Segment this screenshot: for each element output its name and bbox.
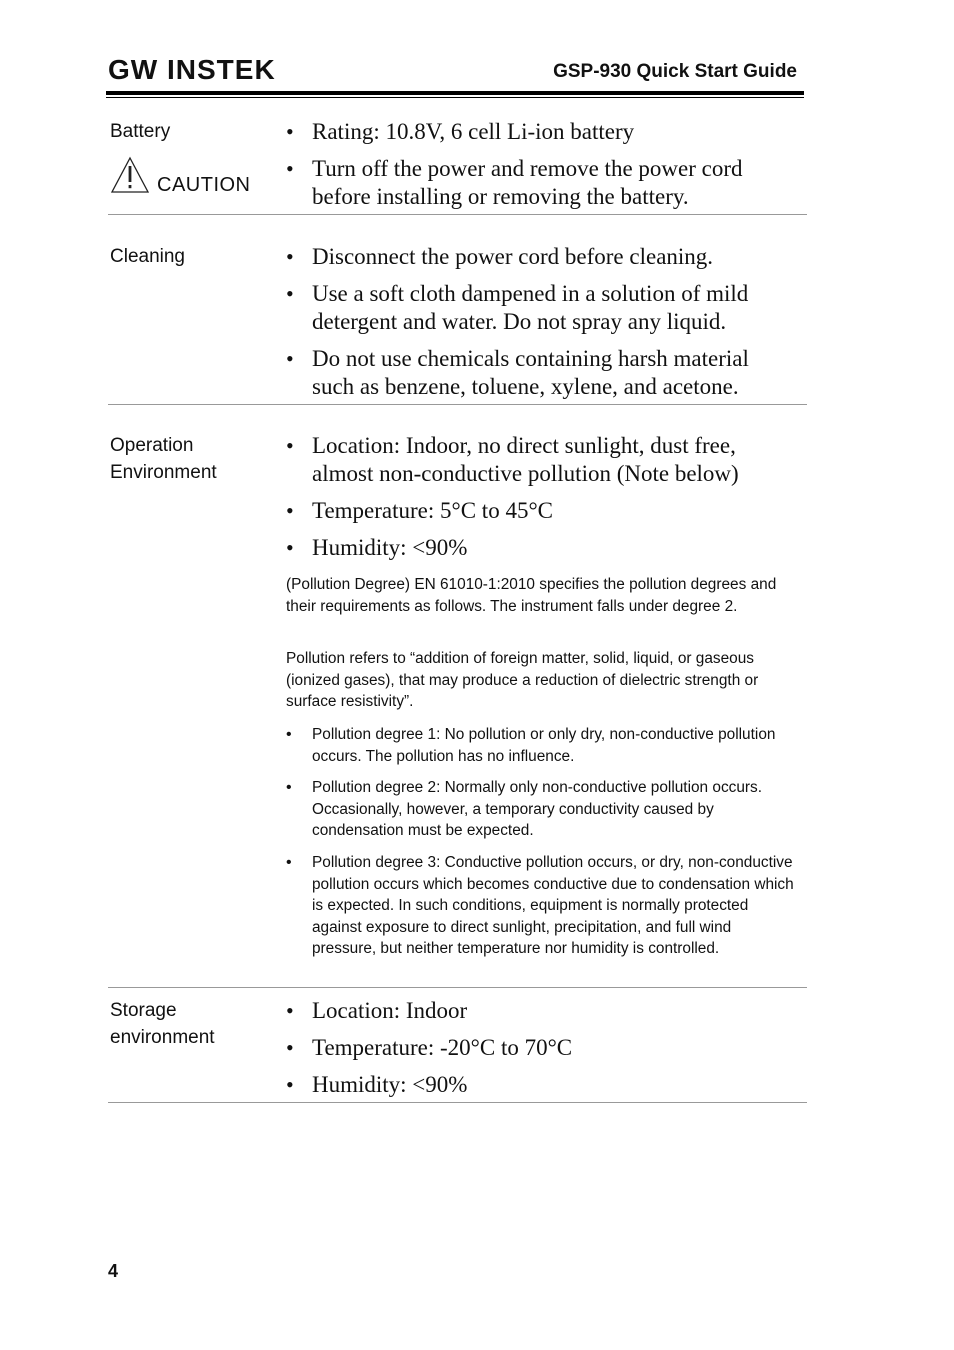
section-operation-environment [108, 426, 807, 988]
header-rule-thin [106, 97, 804, 98]
list-item: • Temperature: 5°C to 45°C [286, 497, 796, 525]
pollution-note: (Pollution Degree) EN 61010-1:2010 specifies the pollution degrees and their requirements as follows. The instrument falls under degree 2. [286, 576, 777, 615]
list-item: • Location: Indoor [286, 997, 796, 1025]
list-item: • Pollution degree 3: Conductive pollution occurs, or dry, non-conductive pollution occurs which becomes conductive due to condensation which is expected. In such conditions, equipment is normally protected against exposure to direct sunlight, precipitation, and full wind pressure, but neither temperature nor humidity is controlled. [286, 852, 798, 960]
section-label-battery: Battery [110, 121, 171, 142]
operation-list [286, 432, 796, 571]
list-item: • Do not use chemicals containing harsh material such as benzene, toluene, xylene, and acetone. [286, 345, 796, 401]
pollution-definition: Pollution refers to “addition of foreign matter, solid, liquid, or gaseous (ionized gases), that may produce a reduction of dielectric strength or surface resistivity”. [286, 650, 759, 711]
list-item: • Humidity: <90% [286, 534, 796, 562]
pollution-degree-list [286, 724, 798, 970]
section-label-storage [110, 997, 215, 1051]
logo-text: GW INSTEK [108, 54, 276, 84]
header-rule [106, 91, 804, 95]
section-storage-environment [108, 991, 807, 1103]
storage-list [286, 997, 796, 1108]
section-battery [108, 112, 807, 215]
list-item: • Turn off the power and remove the power cord before installing or removing the battery. [286, 155, 796, 211]
document-title: GSP-930 Quick Start Guide [553, 61, 797, 82]
list-item: • Temperature: -20°C to 70°C [286, 1034, 796, 1062]
battery-list [286, 118, 796, 220]
caution-label: CAUTION [157, 174, 251, 196]
cleaning-list [286, 243, 796, 410]
list-item: • Pollution degree 2: Normally only non-conductive pollution occurs. Occasionally, however, a temporary conductivity caused by condensation must be expected. [286, 777, 798, 842]
section-cleaning [108, 237, 807, 405]
page-number: 4 [108, 1261, 119, 1281]
label-line: Storage [110, 1000, 177, 1021]
section-label-cleaning: Cleaning [110, 246, 185, 267]
list-item: • Use a soft cloth dampened in a solution of mild detergent and water. Do not spray any liquid. [286, 280, 796, 336]
warning-triangle-icon [110, 156, 150, 194]
list-item: • Location: Indoor, no direct sunlight, dust free, almost non-conductive pollution (Note below) [286, 432, 796, 488]
label-line: environment [110, 1027, 215, 1048]
list-item: • Rating: 10.8V, 6 cell Li-ion battery [286, 118, 796, 146]
label-line: Operation [110, 435, 194, 456]
section-label-operation [110, 432, 217, 486]
gw-instek-logo [108, 54, 280, 84]
list-item: • Disconnect the power cord before cleaning. [286, 243, 796, 271]
list-item: • Humidity: <90% [286, 1071, 796, 1099]
list-item: • Pollution degree 1: No pollution or only dry, non-conductive pollution occurs. The pollution has no influence. [286, 724, 798, 767]
label-line: Environment [110, 462, 217, 483]
